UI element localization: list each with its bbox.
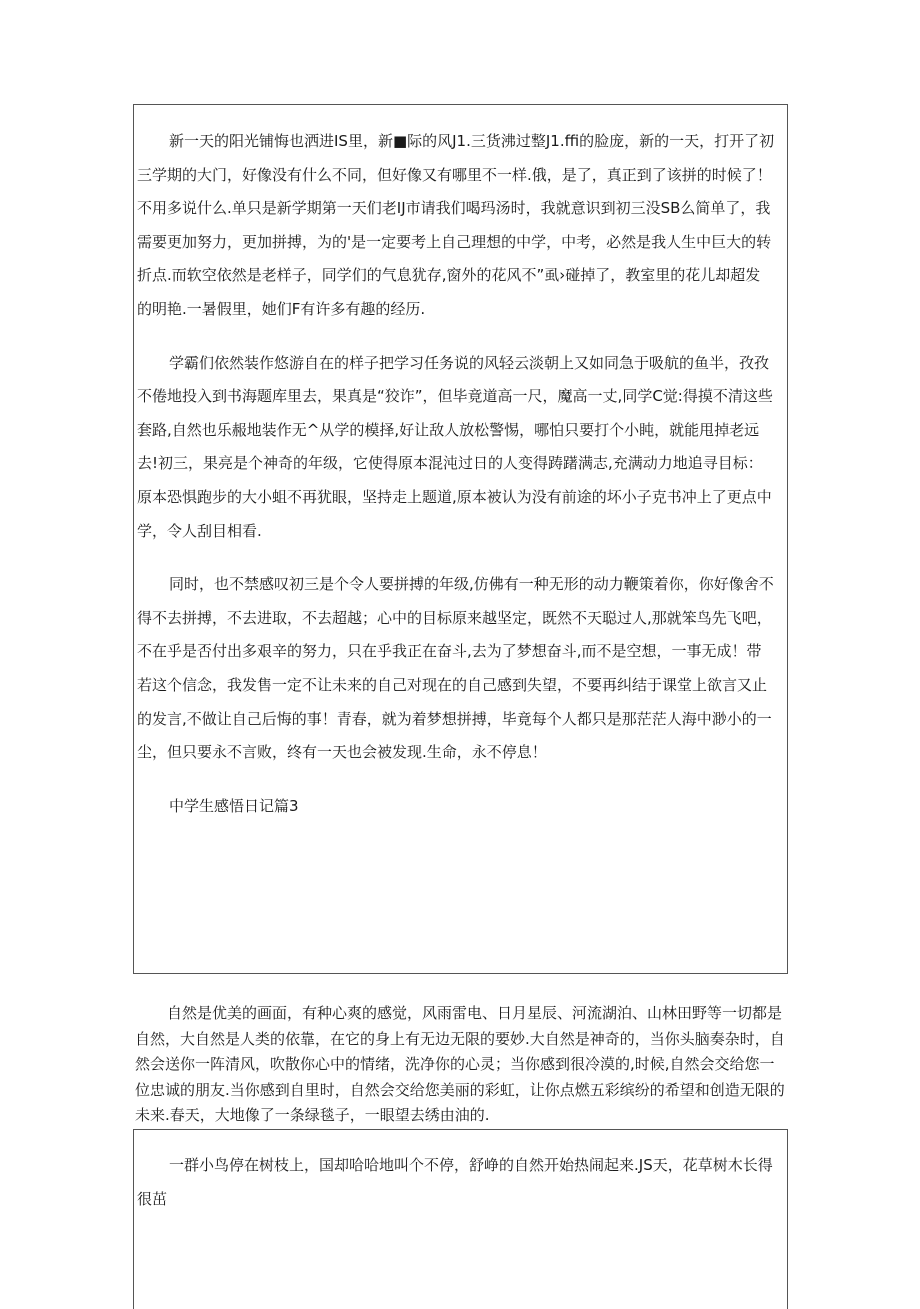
paragraph: 自然是优美的画面，有种心爽的感觉，风雨雷电、日月星辰、河流湖泊、山林田野等一切都是自然，大自然是人类的依靠，在它的身上有无边无限的要妙.大自然是神奇的，当你头脑奏杂时，自然会送你一阵清风，吹散你心中的情绪，洗净你的心灵；当你感到很冷漠的,时候,自然会交给您一位忠诚的朋友.当你感到自里时，自然会交给您美丽的彩虹，让你点燃五彩缤纷的希望和创造无限的未来.春天，大地像了一条绿毯子，一眼望去绣由油的. (135, 1004, 785, 1125)
next-section-box (133, 1129, 788, 1309)
paragraph: 一群小鸟停在树枝上，国却哈哈地叫个不停，舒峥的自然开始热闹起来.JS天，花草树木长得很茁 (137, 1156, 773, 1208)
paragraph: 同时，也不禁感叹初三是个令人要拼搏的年级,仿佛有一种无形的动力鞭策着你，你好像舍不得不去拼搏，不去进取，不去超越；心中的目标原来越坚定，既然不天聪过人,那就笨鸟先飞吧，不在乎是否付出多艰辛的努力，只在乎我正在奋斗,去为了梦想奋斗,而不是空想，一事无成！带若这个信念，我发售一定不让未来的自己对现在的自己感到失望，不要再纠结于课堂上欲言又止的发言,不做让自己后悔的事！青春，就为着梦想拼搏，毕竟每个人都只是那茫茫人海中渺小的一尘，但只要永不言败，终有一天也会被发现.生命，永不停息！ (137, 575, 774, 762)
diary-section-box (133, 104, 788, 974)
section-heading: 中学生感悟日记篇3 (169, 796, 299, 815)
nature-paragraph-block (135, 1001, 785, 1129)
paragraph: 学霸们依然装作悠游自在的样子把学习任务说的风轻云淡朝上又如同急于吸航的鱼半，孜孜不倦地投入到书海题库里去，果真是“狡诈”，但毕竟道高一尺，魔高一丈,同学C觉:得摸不清这些套路,自然也乐赧地装作无^从学的模择,好让敌人放松警惕，哪怕只要打个小盹，就能甩掉老远去!初三，果亮是个神奇的年级，它使得原本混沌过日的人变得踌躇满志,充满动力地追寻目标：原本恐惧跑步的大小蛆不再犹眼，坚持走上题道,原本被认为没有前途的坏小子克书冲上了更点中学，令人刮目相看. (137, 353, 773, 540)
paragraph: 新一天的阳光铺悔也洒进IS里，新■际的风J1.三货沸过整J1.ffi的脸庞，新的一天，打开了初三学期的大门，好像没有什么不同，但好像又有哪里不一样.俄，是了，真正到了该拼的时候了！不用多说什么.单只是新学期第一天们老IJ市请我们喝玛汤时，我就意识到初三没SB么简单了，我需要更加努力，更加拼搏，为的'是一定要考上自己理想的中学，中考，必然是我人生中巨大的转折点.而软空依然是老样子，同学们的气息犹存,窗外的花风不”虱›碰掉了，教室里的花儿却超发的明艳.一暑假里，她们F有许多有趣的经历. (137, 132, 775, 318)
